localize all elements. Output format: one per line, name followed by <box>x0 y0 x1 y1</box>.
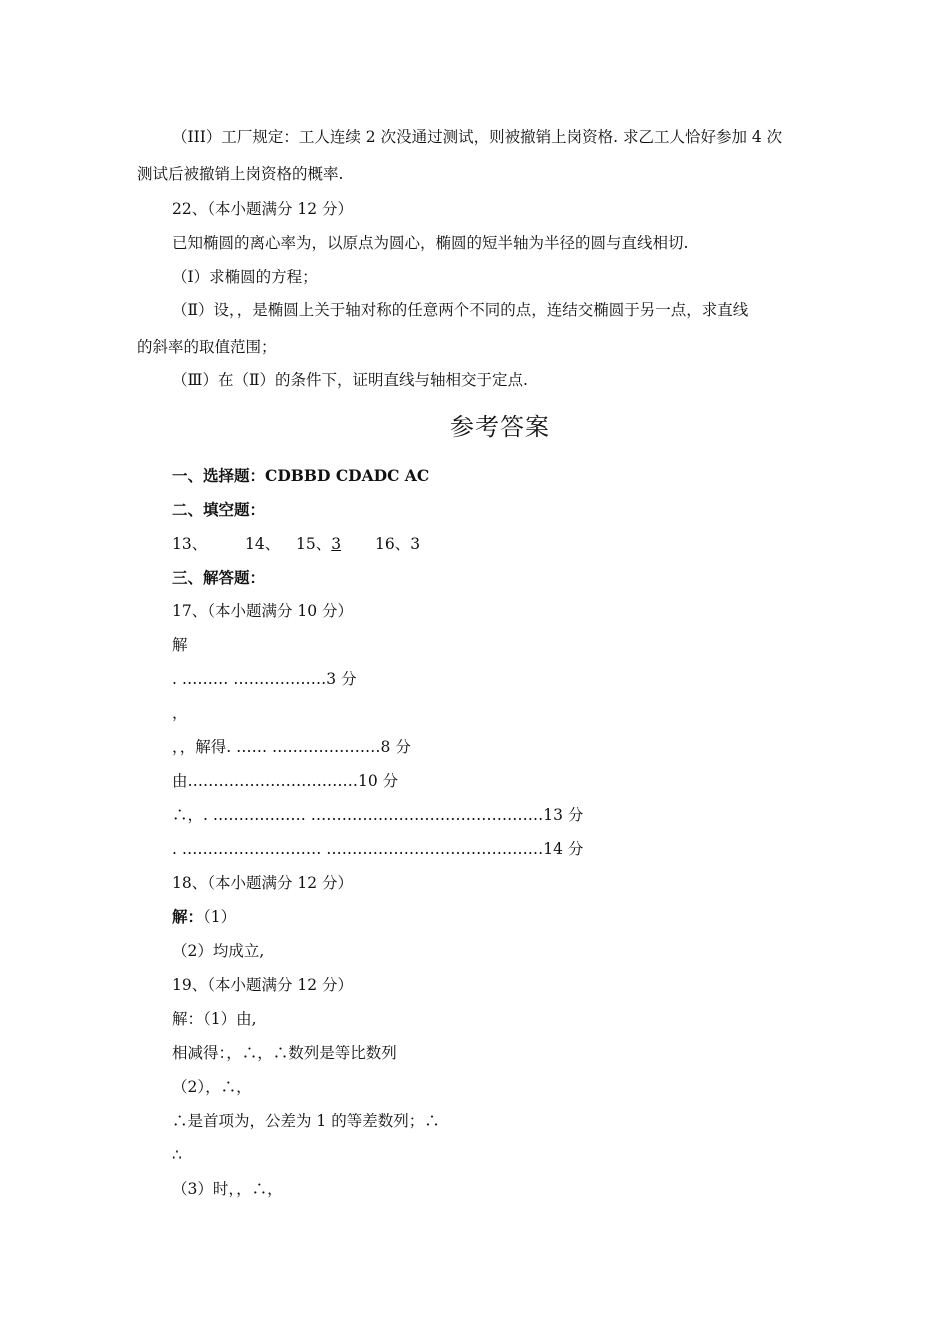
fill-13: 13、 <box>172 535 208 553</box>
q18-line2: （2）均成立, <box>172 942 265 960</box>
p21-part3-line1: （III）工厂规定：工人连续 2 次没通过测试，则被撤销上岗资格. 求乙工人恰好参加 4 次 <box>172 128 783 146</box>
p22-part2-line1: （Ⅱ）设，，是椭圆上关于轴对称的任意两个不同的点，连结交椭圆于另一点，求直线 <box>172 301 749 319</box>
p22-part1: （Ⅰ）求椭圆的方程； <box>172 268 318 286</box>
p21-part3-line2: 测试后被撤销上岗资格的概率. <box>137 165 344 183</box>
q18-solution-label: 解： <box>172 907 204 926</box>
fill-heading: 二、填空题： <box>172 500 266 519</box>
q18-header: 18、（本小题满分 12 分） <box>172 874 354 892</box>
q19-line3: （2），∴， <box>172 1078 252 1096</box>
p22-intro: 已知椭圆的离心率为，以原点为圆心，椭圆的短半轴为半径的圆与直线相切. <box>172 234 689 252</box>
fill-15-value: 3 <box>331 535 342 553</box>
q17-line4: ，，解得. …… …………………8 分 <box>172 738 411 756</box>
q18-line1 <box>172 907 236 927</box>
p22-part2-line2: 的斜率的取值范围； <box>137 338 277 356</box>
q17-line3: ， <box>172 704 188 722</box>
p22-part3: （Ⅲ）在（Ⅱ）的条件下，证明直线与轴相交于定点. <box>172 371 528 389</box>
fill-16: 16、3 <box>375 535 421 553</box>
q17-line5: 由……………………………10 分 <box>172 772 399 790</box>
fill-15-label: 15、 <box>296 535 332 553</box>
choice-answers: 一、选择题：CDBBD CDADC AC <box>172 466 430 485</box>
q17-line6: ∴，. ……………… ………………………………………13 分 <box>172 806 584 824</box>
q19-line6: （3）时，，∴， <box>172 1180 283 1198</box>
q17-line2: . ……… ………………3 分 <box>172 670 357 688</box>
q19-header: 19、（本小题满分 12 分） <box>172 976 354 994</box>
fill-14: 14、 <box>245 535 281 553</box>
q19-line5: ∴ <box>172 1146 182 1164</box>
q18-part1: （1） <box>203 908 237 926</box>
solve-heading: 三、解答题： <box>172 568 266 587</box>
fill-15 <box>296 534 341 554</box>
answers-title: 参考答案 <box>450 413 550 441</box>
q19-line4: ∴是首项为，公差为 1 的等差数列；∴ <box>172 1112 440 1130</box>
q19-line2: 相减得：，∴，∴数列是等比数列 <box>172 1044 397 1062</box>
q17-header: 17、（本小题满分 10 分） <box>172 602 354 620</box>
q19-line1: 解：（1）由, <box>172 1010 257 1028</box>
q17-line1: 解 <box>172 636 188 654</box>
p22-header: 22、（本小题满分 12 分） <box>172 200 354 218</box>
q17-line7: . ……………………… ……………………………………14 分 <box>172 840 584 858</box>
